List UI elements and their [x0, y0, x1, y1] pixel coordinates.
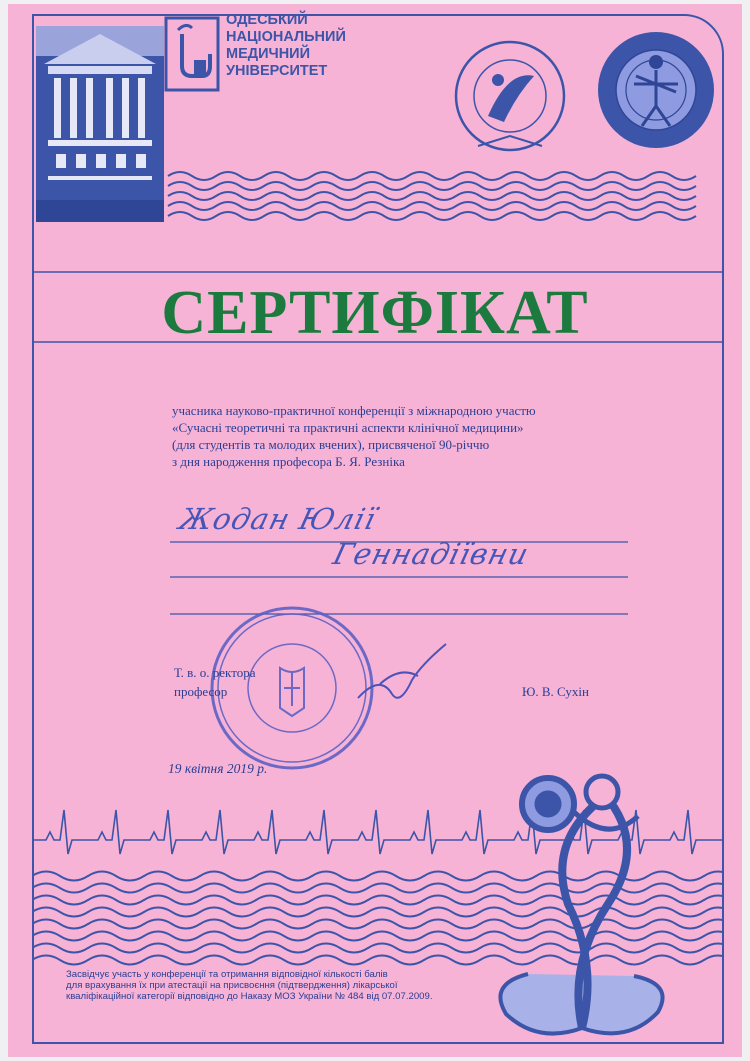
certificate-body — [172, 402, 642, 470]
university-name: ОДЕСЬКИЙ НАЦІОНАЛЬНИЙ МЕДИЧНИЙ УНІВЕРСИТЕТ — [226, 12, 346, 79]
footer-line: для врахування їх при атестації на присвоєння (підтвердження) лікарської — [66, 980, 398, 991]
footer-line: кваліфікаційної категорії відповідно до Наказу МОЗ України № 484 від 07.07.2009. — [66, 991, 433, 1002]
certificate-frame — [32, 14, 724, 1044]
certificate-date: 19 квітня 2019 р. — [168, 761, 268, 776]
recipient-surname: Жодан Юлії — [175, 502, 380, 536]
footer-note — [66, 969, 536, 1002]
body-line: (для студентів та молодих вчених), присвяченої 90-річчю — [172, 437, 490, 452]
signatory-rank: професор — [174, 684, 228, 699]
body-line: учасника науково-практичної конференції з міжнародною участю — [172, 403, 536, 418]
certificate-title: СЕРТИФІКАТ — [161, 279, 589, 347]
recipient-patronymic: Геннадіївни — [329, 537, 533, 571]
body-line: з дня народження професора Б. Я. Резніка — [172, 454, 405, 469]
signatory-title: Т. в. о. ректора — [174, 665, 256, 680]
certificate-page — [8, 4, 742, 1057]
signatory-name: Ю. В. Сухін — [522, 684, 589, 699]
footer-line: Засвідчує участь у конференції та отримання відповідної кількості балів — [66, 969, 388, 980]
body-line: «Сучасні теоретичні та практичні аспекти клінічної медицини» — [172, 420, 524, 435]
